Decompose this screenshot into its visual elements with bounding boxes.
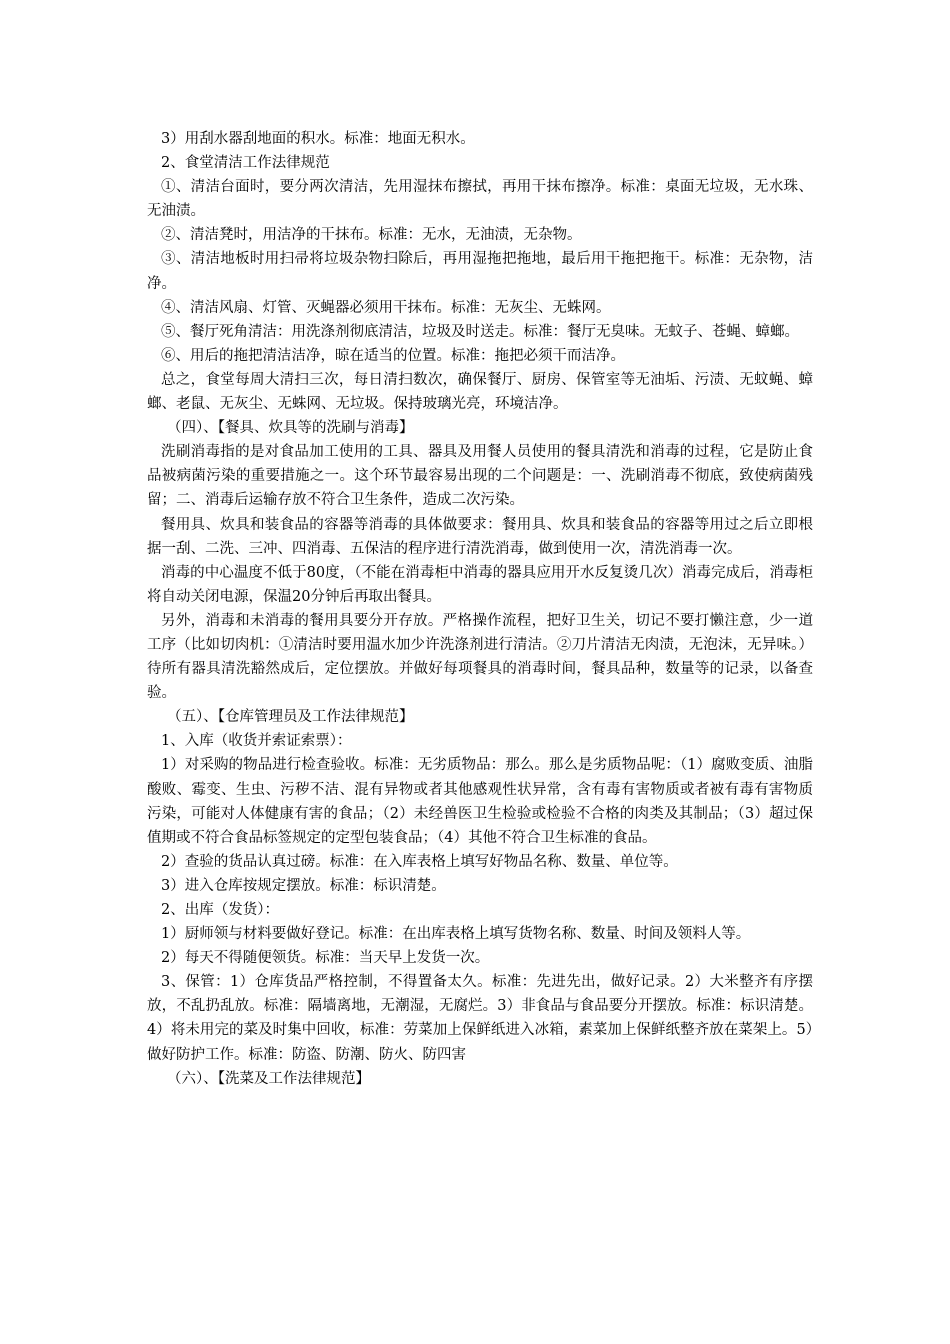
paragraph-inspection: 1）对采购的物品进行检查验收。标准：无劣质物品：那么。那么是劣质物品呢：（1）腐败变质、油脂酸败、霉变、生虫、污秽不洁、混有异物或者其他感观性状异常，含有毒有害物质或者被有毒有害物质污染，可能对人体健康有害的食品；（2）未经兽医卫生检验或检验不合格的肉类及其制品；（3）超过保值期或不符合食品标签规定的定型包装食品；（4）其他不符合卫生标准的食品。 <box>147 757 813 846</box>
document-page <box>147 127 813 1091</box>
paragraph-stool-cleaning: ②、清洁凳时，用洁净的干抹布。标准：无水，无油渍，无杂物。 <box>161 227 582 244</box>
subheading-inbound: 1、入库（收货并索证索票）： <box>161 733 352 750</box>
paragraph-chef-registration: 1）厨师领与材料要做好登记。标准：在出库表格上填写货物名称、数量、时间及领料人等。 <box>161 926 751 943</box>
section-heading-warehouse: （五）、【仓库管理员及工作法律规范】 <box>167 709 414 726</box>
paragraph-disinfection-temperature: 消毒的中心温度不低于80度，（不能在消毒柜中消毒的器具应用开水反复烫几次）消毒完成后，消毒柜将自动关闭电源，保温20分钟后再取出餐具。 <box>147 564 813 605</box>
paragraph-disinfection-definition: 洗刷消毒指的是对食品加工使用的工具、器具及用餐人员使用的餐具清洗和消毒的过程，它是防止食品被病菌污染的重要措施之一。这个环节最容易出现的二个问题是：一、洗刷消毒不彻底，致使病菌残留；二、消毒后运输存放不符合卫生条件，造成二次污染。 <box>147 444 813 509</box>
paragraph-table-cleaning: ①、清洁台面时，要分两次清洁，先用湿抹布擦拭，再用干抹布擦净。标准：桌面无垃圾，无水珠、无油渍。 <box>147 179 813 220</box>
paragraph-separate-storage: 另外，消毒和未消毒的餐用具要分开存放。严格操作流程，把好卫生关，切记不要打懒注意，少一道工序（比如切肉机：①清洁时要用温水加少许洗涤剂进行清洁。②刀片清洁无肉渍，无泡沫，无异味。）待所有器具清洗豁然成后，定位摆放。并做好每项餐具的消毒时间，餐具品种，数量等的记录，以备查验。 <box>147 612 813 702</box>
paragraph-daily-dispatch: 2）每天不得随便领货。标准：当天早上发货一次。 <box>161 950 490 967</box>
paragraph-mop-cleaning: ⑥、用后的拖把清洁洁净，晾在适当的位置。标准：拖把必须干而洁净。 <box>161 347 625 364</box>
paragraph-corner-cleaning: ⑤、餐厅死角清洁：用洗涤剂彻底清洁，垃圾及时送走。标准：餐厅无臭味。无蚊子、苍蝇、蟑螂。 <box>161 323 799 340</box>
paragraph-custody: 3、保管：1）仓库货品严格控制，不得置备太久。标准：先进先出，做好记录。2）大米整齐有序摆放，不乱扔乱放。标准：隔墙离地，无潮湿，无腐烂。3）非食品与食品要分开摆放。标准：标识清楚。4）将未用完的菜及时集中回收，标准：劳菜加上保鲜纸进入冰箱，素菜加上保鲜纸整齐放在菜架上。5）做好防护工作。标准：防盗、防潮、防火、防四害 <box>147 974 813 1063</box>
paragraph-storage-placement: 3）进入仓库按规定摆放。标准：标识清楚。 <box>161 877 446 894</box>
paragraph-summary: 总之，食堂每周大清扫三次，每日清扫数次，确保餐厅、厨房、保管室等无油垢、污渍、无蚊蝇、蟑螂、老鼠、无灰尘、无蛛网、无垃圾。保持玻璃光亮，环境洁净。 <box>147 371 813 413</box>
paragraph-fan-light-cleaning: ④、清洁风扇、灯管、灭蝇器必须用干抹布。标准：无灰尘、无蛛网。 <box>161 299 611 316</box>
subheading-canteen-cleaning: 2、食堂清洁工作法律规范 <box>161 155 330 172</box>
paragraph-floor-squeegee: 3）用刮水器刮地面的积水。标准：地面无积水。 <box>161 131 475 147</box>
paragraph-disinfection-requirements: 餐用具、炊具和装食品的容器等消毒的具体做要求：餐用具、炊具和装食品的容器等用过之后立即根据一刮、二洗、三冲、四消毒、五保洁的程序进行清洗消毒，做到使用一次，清洗消毒一次。 <box>147 516 813 557</box>
section-heading-vegetable-washing: （六）、【洗菜及工作法律规范】 <box>167 1070 370 1087</box>
paragraph-weighing: 2）查验的货品认真过磅。标准：在入库表格上填写好物品名称、数量、单位等。 <box>161 853 678 870</box>
paragraph-floor-cleaning: ③、清洁地板时用扫帚将垃圾杂物扫除后，再用湿拖把拖地，最后用干拖把拖干。标准：无杂物，洁净。 <box>147 251 813 292</box>
subheading-outbound: 2、出库（发货）： <box>161 902 279 918</box>
section-heading-tableware-disinfection: （四）、【餐具、炊具等的洗刷与消毒】 <box>167 420 414 437</box>
